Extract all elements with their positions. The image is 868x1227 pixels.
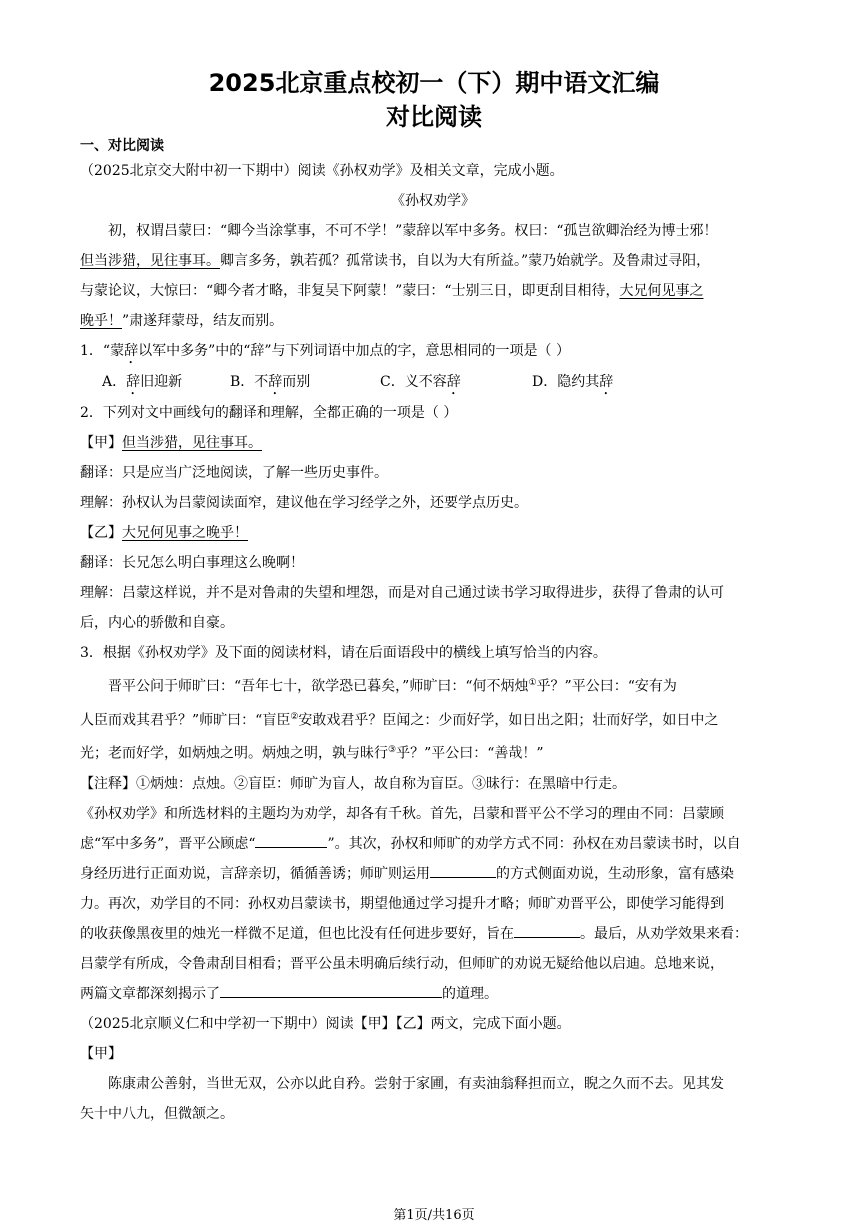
- jia-heading: 【甲】: [80, 1045, 122, 1062]
- section-heading: 一、对比阅读: [80, 138, 164, 154]
- q2-jia: 【甲】但当涉猎，见往事耳。: [80, 435, 262, 451]
- q2-jia-understanding: 理解：孙权认为吕蒙阅读面窄，建议他在学习经学之外，还要学点历史。: [80, 495, 528, 511]
- q2-yi-understanding-2: 后，内心的骄傲和自豪。: [80, 615, 234, 631]
- q2-yi-understanding-1: 理解：吕蒙这样说，并不是对鲁肃的失望和埋怨，而是对自己通过读书学习取得进步，获得了鲁肃的认可: [80, 585, 724, 601]
- fill-blank-4[interactable]: [220, 981, 442, 998]
- page-number: 第1页/共16页: [393, 1208, 475, 1223]
- underlined-sentence-jia: 但当涉猎，见往事耳。: [80, 253, 220, 269]
- q3-paragraph-3: 身经历进行正面劝说，言辞亲切，循循善诱；师旷则运用 的方式侧面劝说，生动形象，富有感染: [80, 859, 786, 889]
- material-line-3: 光；老而好学，如炳烛之明。炳烛之明，孰与昧行③乎？”平公曰：“善哉！”: [80, 745, 544, 762]
- jia-passage-line-2: 矢十中八九，但微颔之。: [80, 1105, 234, 1122]
- document-title: 2025北京重点校初一（下）期中语文汇编: [208, 69, 660, 97]
- source-note-2: （2025北京顺义仁和中学初一下期中）阅读【甲】【乙】两文，完成下面小题。: [80, 1015, 571, 1032]
- option-d[interactable]: D．隐约其辞: [532, 374, 614, 390]
- option-c[interactable]: C．义不容辞: [380, 374, 461, 390]
- q2-yi: 【乙】大兄何见事之晚乎！: [80, 525, 248, 541]
- q3-paragraph-5: 的收获像黑夜里的烛光一样微不足道，但也比没有任何进步要好，旨在 。最后，从劝学效果来看：: [80, 919, 786, 949]
- passage-title: 《孙权劝学》: [391, 193, 475, 209]
- material-line-2: 人臣而戏其君乎？”师旷曰：“盲臣②安敢戏君乎？臣闻之：少而好学，如日出之阳；壮而好学，如日中之: [80, 711, 719, 729]
- fill-blank-3[interactable]: [514, 921, 580, 938]
- jia-passage-line-1: 陈康肃公善射，当世无双，公亦以此自矜。尝射于家圃，有卖油翁释担而立，睨之久而不去。见其发: [108, 1075, 724, 1092]
- fill-blank-2[interactable]: [430, 861, 496, 878]
- question-3: 3．根据《孙权劝学》及下面的阅读材料，请在后面语段中的横线上填写恰当的内容。: [80, 645, 607, 661]
- option-b[interactable]: B．不辞而别: [230, 374, 311, 390]
- source-note-1: （2025北京交大附中初一下期中）阅读《孙权劝学》及相关文章，完成小题。: [80, 163, 564, 179]
- q2-jia-translation: 翻译：只是应当广泛地阅读，了解一些历史事件。: [80, 465, 388, 481]
- question-2: 2．下列对文中画线句的翻译和理解，全都正确的一项是（ ）: [80, 405, 458, 421]
- material-notes: 【注释】①炳烛：点烛。②盲臣：师旷为盲人，故自称为盲臣。③昧行：在黑暗中行走。: [80, 775, 626, 792]
- question-1-options: [80, 367, 786, 398]
- q3-paragraph-1: 《孙权劝学》和所选材料的主题均为劝学，却各有千秋。首先，吕蒙和晋平公不学习的理由不同：吕蒙顾: [80, 805, 724, 822]
- underlined-sentence-yi: 大兄何见事之: [619, 283, 704, 299]
- q3-paragraph-4: 力。再次，劝学目的不同：孙权劝吕蒙读书，期望他通过学习提升才略；师旷劝晋平公，即使学习能得到: [80, 895, 724, 912]
- passage-line-2: 但当涉猎，见往事耳。卿言多务，孰若孤？孤常读书，自以为大有所益。”蒙乃始就学。及鲁肃过寻阳，: [80, 253, 711, 269]
- q3-paragraph-2: 虑“军中多务”，晋平公顾虑“ ”。其次，孙权和师旷的劝学方式不同：孙权在劝吕蒙读书时，以自: [80, 829, 786, 859]
- passage-line-3: 与蒙论议，大惊曰：“卿今者才略，非复吴下阿蒙！”蒙曰：“士别三日，即更刮目相待，大兄何见事之: [80, 283, 704, 299]
- dotted-char: 辞: [124, 343, 139, 359]
- material-line-1: 晋平公问于师旷曰：“吾年七十，欲学恐已暮矣，”师旷曰：“何不炳烛①乎？”平公曰：“安有为: [108, 678, 677, 695]
- passage-line-4: 晚乎！”肃遂拜蒙母，结友而别。: [80, 313, 284, 329]
- q3-paragraph-7: 两篇文章都深刻揭示了 的道理。: [80, 979, 786, 1009]
- q2-yi-translation: 翻译：长兄怎么明白事理这么晚啊！: [80, 555, 304, 571]
- passage-line-1: 初，权谓吕蒙曰：“卿今当涂掌事，不可不学！”蒙辞以军中多务。权曰：“孤岂欲卿治经为博士邪！: [108, 223, 718, 239]
- option-a[interactable]: A．辞旧迎新: [102, 374, 183, 390]
- q3-paragraph-6: 吕蒙学有所成，令鲁肃刮目相看；晋平公虽未明确后续行动，但师旷的劝说无疑给他以启迪。总地来说，: [80, 955, 724, 972]
- question-1: 1．“蒙辞以军中多务”中的“辞”与下列词语中加点的字，意思相同的一项是（ ）: [80, 343, 570, 359]
- document-subtitle: 对比阅读: [386, 103, 482, 131]
- fill-blank-1[interactable]: [255, 831, 327, 848]
- document-body: [80, 136, 786, 1129]
- underlined-sentence-yi-end: 晚乎！: [80, 313, 122, 329]
